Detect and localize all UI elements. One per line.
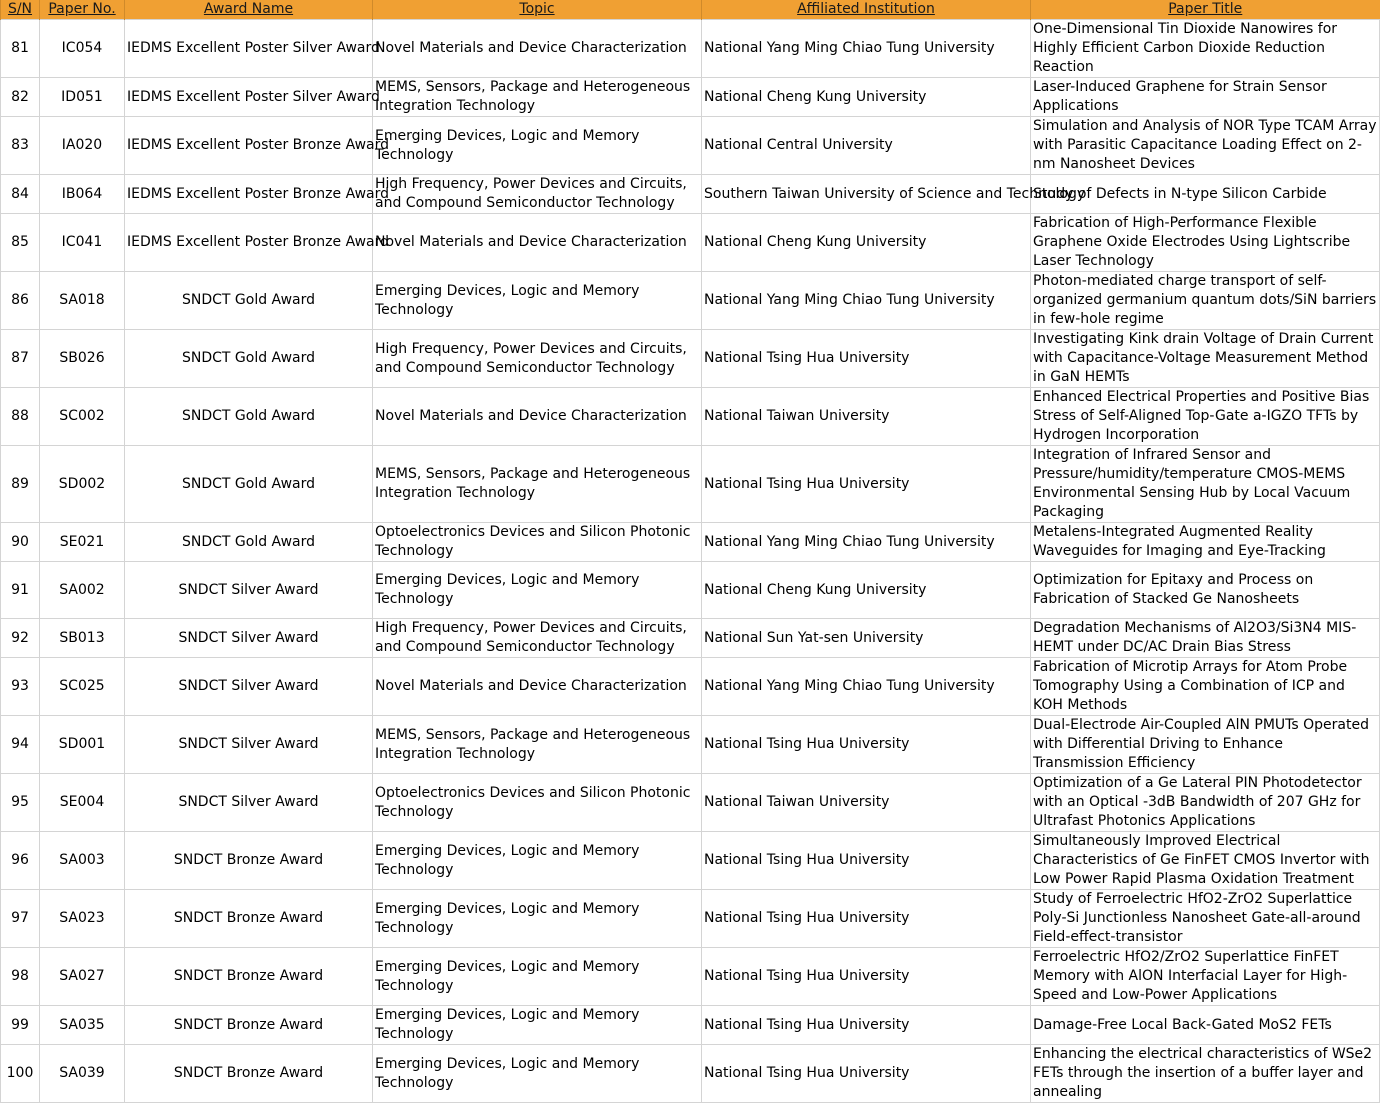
cell-institution[interactable]: National Tsing Hua University <box>702 446 1031 523</box>
cell-paper-no[interactable]: SB026 <box>40 330 125 388</box>
cell-institution[interactable]: National Yang Ming Chiao Tung University <box>702 523 1031 562</box>
cell-institution[interactable]: National Yang Ming Chiao Tung University <box>702 272 1031 330</box>
column-header-topic[interactable]: Topic <box>373 0 702 20</box>
cell-award-name[interactable]: SNDCT Bronze Award <box>125 948 373 1006</box>
cell-topic[interactable]: Emerging Devices, Logic and Memory Technology <box>373 1045 702 1103</box>
cell-topic[interactable]: Novel Materials and Device Characterization <box>373 214 702 272</box>
cell-institution[interactable]: National Cheng Kung University <box>702 78 1031 117</box>
cell-paper-no[interactable]: SE021 <box>40 523 125 562</box>
cell-award-name[interactable]: SNDCT Gold Award <box>125 330 373 388</box>
column-header-affiliated-institution[interactable]: Affiliated Institution <box>702 0 1031 20</box>
cell-award-name[interactable]: SNDCT Bronze Award <box>125 1006 373 1045</box>
table-row <box>1 658 1380 716</box>
cell-paper-no[interactable]: SA003 <box>40 832 125 890</box>
cell-sn[interactable]: 88 <box>1 388 40 446</box>
cell-paper-title[interactable]: Optimization of a Ge Lateral PIN Photodetector with an Optical -3dB Bandwidth of 207 GHz for Ultrafast Photonics Applications <box>1031 774 1380 832</box>
header-row <box>1 0 1380 20</box>
cell-sn[interactable]: 90 <box>1 523 40 562</box>
cell-paper-no[interactable]: SA027 <box>40 948 125 1006</box>
cell-paper-title[interactable]: Dual-Electrode Air-Coupled AlN PMUTs Operated with Differential Driving to Enhance Transmission Efficiency <box>1031 716 1380 774</box>
cell-institution[interactable]: National Taiwan University <box>702 774 1031 832</box>
cell-award-name[interactable]: IEDMS Excellent Poster Bronze Award <box>125 175 373 214</box>
cell-paper-title[interactable]: Damage-Free Local Back-Gated MoS2 FETs <box>1031 1006 1380 1045</box>
cell-paper-no[interactable]: SA039 <box>40 1045 125 1103</box>
cell-institution[interactable]: National Cheng Kung University <box>702 562 1031 619</box>
column-header-paper-no[interactable]: Paper No. <box>40 0 125 20</box>
cell-paper-no[interactable]: IA020 <box>40 117 125 175</box>
cell-sn[interactable]: 84 <box>1 175 40 214</box>
cell-award-name[interactable]: SNDCT Silver Award <box>125 619 373 658</box>
cell-sn[interactable]: 99 <box>1 1006 40 1045</box>
cell-award-name[interactable]: SNDCT Gold Award <box>125 272 373 330</box>
cell-sn[interactable]: 96 <box>1 832 40 890</box>
cell-paper-no[interactable]: SA023 <box>40 890 125 948</box>
table-row <box>1 20 1380 78</box>
table-row <box>1 1006 1380 1045</box>
cell-award-name[interactable]: IEDMS Excellent Poster Bronze Award <box>125 214 373 272</box>
cell-topic[interactable]: Emerging Devices, Logic and Memory Technology <box>373 1006 702 1045</box>
cell-topic[interactable]: Emerging Devices, Logic and Memory Technology <box>373 832 702 890</box>
cell-sn[interactable]: 98 <box>1 948 40 1006</box>
cell-institution[interactable]: National Tsing Hua University <box>702 716 1031 774</box>
table-row <box>1 214 1380 272</box>
cell-sn[interactable]: 93 <box>1 658 40 716</box>
cell-paper-no[interactable]: IC041 <box>40 214 125 272</box>
cell-paper-no[interactable]: SB013 <box>40 619 125 658</box>
cell-paper-title[interactable]: Enhanced Electrical Properties and Positive Bias Stress of Self-Aligned Top-Gate a-IGZO TFTs by Hydrogen Incorporation <box>1031 388 1380 446</box>
cell-sn[interactable]: 85 <box>1 214 40 272</box>
cell-award-name[interactable]: IEDMS Excellent Poster Bronze Award <box>125 117 373 175</box>
table-row <box>1 948 1380 1006</box>
cell-topic[interactable]: Emerging Devices, Logic and Memory Technology <box>373 117 702 175</box>
cell-paper-title[interactable]: Ferroelectric HfO2/ZrO2 Superlattice FinFET Memory with AlON Interfacial Layer for High-Speed and Low-Power Applications <box>1031 948 1380 1006</box>
table-row <box>1 562 1380 619</box>
cell-sn[interactable]: 86 <box>1 272 40 330</box>
cell-paper-no[interactable]: SA018 <box>40 272 125 330</box>
cell-paper-no[interactable]: ID051 <box>40 78 125 117</box>
cell-institution[interactable]: National Sun Yat-sen University <box>702 619 1031 658</box>
cell-topic[interactable]: MEMS, Sensors, Package and Heterogeneous Integration Technology <box>373 78 702 117</box>
table-row <box>1 330 1380 388</box>
cell-paper-title[interactable]: Enhancing the electrical characteristics of WSe2 FETs through the insertion of a buffer layer and annealing <box>1031 1045 1380 1103</box>
cell-award-name[interactable]: SNDCT Bronze Award <box>125 890 373 948</box>
cell-paper-title[interactable]: Optimization for Epitaxy and Process on Fabrication of Stacked Ge Nanosheets <box>1031 562 1380 619</box>
cell-institution[interactable]: National Tsing Hua University <box>702 1045 1031 1103</box>
cell-sn[interactable]: 97 <box>1 890 40 948</box>
cell-institution[interactable]: Southern Taiwan University of Science and Technology <box>702 175 1031 214</box>
cell-institution[interactable]: National Tsing Hua University <box>702 890 1031 948</box>
cell-paper-title[interactable]: Fabrication of Microtip Arrays for Atom Probe Tomography Using a Combination of ICP and KOH Methods <box>1031 658 1380 716</box>
cell-institution[interactable]: National Tsing Hua University <box>702 1006 1031 1045</box>
cell-institution[interactable]: National Yang Ming Chiao Tung University <box>702 658 1031 716</box>
cell-award-name[interactable]: SNDCT Gold Award <box>125 388 373 446</box>
cell-topic[interactable]: High Frequency, Power Devices and Circuits, and Compound Semiconductor Technology <box>373 619 702 658</box>
table-row <box>1 175 1380 214</box>
cell-sn[interactable]: 95 <box>1 774 40 832</box>
table-row <box>1 272 1380 330</box>
cell-topic[interactable]: Novel Materials and Device Characterization <box>373 20 702 78</box>
cell-award-name[interactable]: SNDCT Silver Award <box>125 774 373 832</box>
cell-sn[interactable]: 82 <box>1 78 40 117</box>
cell-topic[interactable]: MEMS, Sensors, Package and Heterogeneous Integration Technology <box>373 446 702 523</box>
table-row <box>1 523 1380 562</box>
cell-institution[interactable]: National Taiwan University <box>702 388 1031 446</box>
cell-sn[interactable]: 92 <box>1 619 40 658</box>
cell-paper-no[interactable]: SC025 <box>40 658 125 716</box>
cell-paper-title[interactable]: Laser-Induced Graphene for Strain Sensor Applications <box>1031 78 1380 117</box>
cell-topic[interactable]: Novel Materials and Device Characterization <box>373 658 702 716</box>
cell-sn[interactable]: 100 <box>1 1045 40 1103</box>
cell-paper-no[interactable]: SC002 <box>40 388 125 446</box>
table-row <box>1 832 1380 890</box>
table-row <box>1 388 1380 446</box>
table-row <box>1 446 1380 523</box>
cell-award-name[interactable]: IEDMS Excellent Poster Silver Award <box>125 20 373 78</box>
cell-topic[interactable]: MEMS, Sensors, Package and Heterogeneous Integration Technology <box>373 716 702 774</box>
cell-topic[interactable]: High Frequency, Power Devices and Circuits, and Compound Semiconductor Technology <box>373 330 702 388</box>
cell-institution[interactable]: National Yang Ming Chiao Tung University <box>702 20 1031 78</box>
cell-award-name[interactable]: SNDCT Silver Award <box>125 716 373 774</box>
cell-institution[interactable]: National Cheng Kung University <box>702 214 1031 272</box>
cell-paper-title[interactable]: Investigating Kink drain Voltage of Drain Current with Capacitance-Voltage Measurement Method in GaN HEMTs <box>1031 330 1380 388</box>
cell-paper-title[interactable]: Metalens-Integrated Augmented Reality Waveguides for Imaging and Eye-Tracking <box>1031 523 1380 562</box>
cell-sn[interactable]: 87 <box>1 330 40 388</box>
cell-award-name[interactable]: SNDCT Silver Award <box>125 562 373 619</box>
cell-paper-title[interactable]: One-Dimensional Tin Dioxide Nanowires for Highly Efficient Carbon Dioxide Reduction Reaction <box>1031 20 1380 78</box>
table-row <box>1 117 1380 175</box>
cell-paper-no[interactable]: IB064 <box>40 175 125 214</box>
cell-topic[interactable]: Emerging Devices, Logic and Memory Technology <box>373 272 702 330</box>
table-row <box>1 619 1380 658</box>
table-row <box>1 890 1380 948</box>
table-row <box>1 78 1380 117</box>
cell-institution[interactable]: National Tsing Hua University <box>702 948 1031 1006</box>
cell-award-name[interactable]: SNDCT Gold Award <box>125 446 373 523</box>
cell-topic[interactable]: Optoelectronics Devices and Silicon Photonic Technology <box>373 774 702 832</box>
cell-topic[interactable]: Optoelectronics Devices and Silicon Photonic Technology <box>373 523 702 562</box>
cell-sn[interactable]: 83 <box>1 117 40 175</box>
table-row <box>1 774 1380 832</box>
column-header-paper-title[interactable]: Paper Title <box>1031 0 1380 20</box>
cell-sn[interactable]: 94 <box>1 716 40 774</box>
table-row <box>1 716 1380 774</box>
column-header-sn[interactable]: S/N <box>1 0 40 20</box>
cell-award-name[interactable]: SNDCT Bronze Award <box>125 832 373 890</box>
cell-paper-no[interactable]: IC054 <box>40 20 125 78</box>
cell-paper-title[interactable]: Integration of Infrared Sensor and Pressure/humidity/temperature CMOS-MEMS Environmental Sensing Hub by Local Vacuum Packaging <box>1031 446 1380 523</box>
cell-institution[interactable]: National Central University <box>702 117 1031 175</box>
cell-paper-no[interactable]: SD002 <box>40 446 125 523</box>
cell-paper-title[interactable]: Photon-mediated charge transport of self-organized germanium quantum dots/SiN barriers in few-hole regime <box>1031 272 1380 330</box>
cell-institution[interactable]: National Tsing Hua University <box>702 330 1031 388</box>
column-header-award-name[interactable]: Award Name <box>125 0 373 20</box>
cell-paper-title[interactable]: Simulation and Analysis of NOR Type TCAM Array with Parasitic Capacitance Loading Effect on 2-nm Nanosheet Devices <box>1031 117 1380 175</box>
cell-topic[interactable]: Emerging Devices, Logic and Memory Technology <box>373 890 702 948</box>
cell-topic[interactable]: Novel Materials and Device Characterization <box>373 388 702 446</box>
cell-paper-no[interactable]: SA035 <box>40 1006 125 1045</box>
cell-paper-title[interactable]: Simultaneously Improved Electrical Characteristics of Ge FinFET CMOS Invertor with Low Power Rapid Plasma Oxidation Treatment <box>1031 832 1380 890</box>
cell-paper-title[interactable]: Degradation Mechanisms of Al2O3/Si3N4 MIS-HEMT under DC/AC Drain Bias Stress <box>1031 619 1380 658</box>
cell-topic[interactable]: Emerging Devices, Logic and Memory Technology <box>373 562 702 619</box>
cell-topic[interactable]: High Frequency, Power Devices and Circuits, and Compound Semiconductor Technology <box>373 175 702 214</box>
cell-paper-no[interactable]: SE004 <box>40 774 125 832</box>
cell-paper-title[interactable]: Study of Ferroelectric HfO2-ZrO2 Superlattice Poly-Si Junctionless Nanosheet Gate-all-around Field-effect-transistor <box>1031 890 1380 948</box>
cell-paper-title[interactable]: Study of Defects in N-type Silicon Carbide <box>1031 175 1380 214</box>
cell-sn[interactable]: 81 <box>1 20 40 78</box>
cell-award-name[interactable]: SNDCT Bronze Award <box>125 1045 373 1103</box>
cell-sn[interactable]: 91 <box>1 562 40 619</box>
cell-award-name[interactable]: IEDMS Excellent Poster Silver Award <box>125 78 373 117</box>
cell-award-name[interactable]: SNDCT Gold Award <box>125 523 373 562</box>
cell-institution[interactable]: National Tsing Hua University <box>702 832 1031 890</box>
table-row <box>1 1045 1380 1103</box>
cell-sn[interactable]: 89 <box>1 446 40 523</box>
cell-paper-title[interactable]: Fabrication of High-Performance Flexible Graphene Oxide Electrodes Using Lightscribe Laser Technology <box>1031 214 1380 272</box>
cell-paper-no[interactable]: SA002 <box>40 562 125 619</box>
cell-award-name[interactable]: SNDCT Silver Award <box>125 658 373 716</box>
cell-topic[interactable]: Emerging Devices, Logic and Memory Technology <box>373 948 702 1006</box>
cell-paper-no[interactable]: SD001 <box>40 716 125 774</box>
